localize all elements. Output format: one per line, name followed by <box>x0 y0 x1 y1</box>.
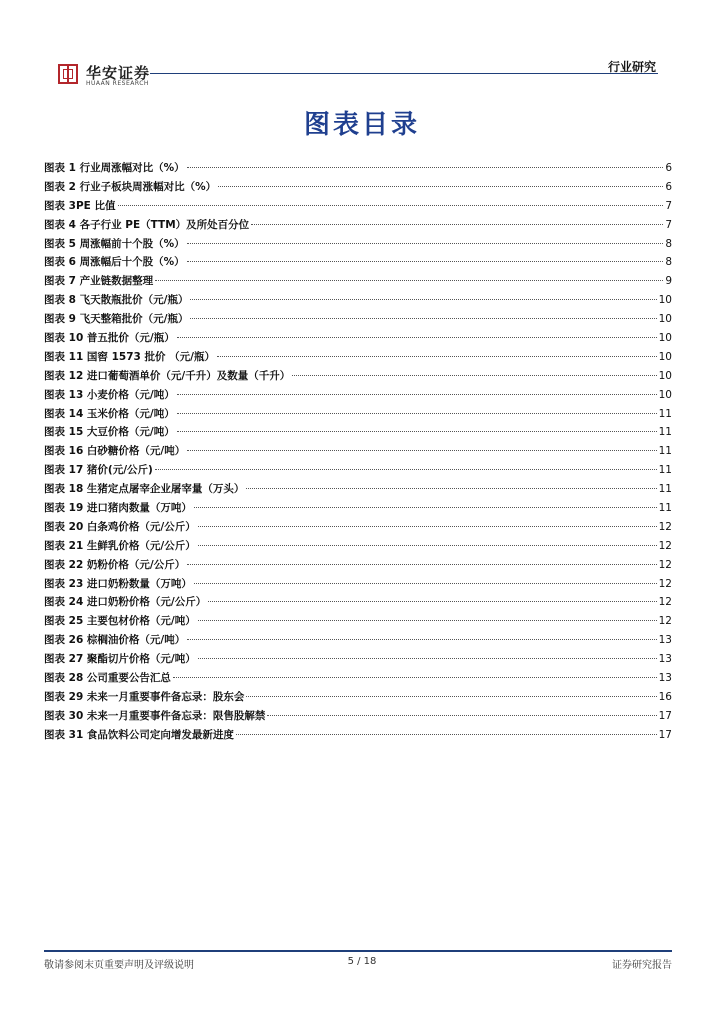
toc-entry-page: 12 <box>658 596 672 609</box>
toc-leader-dots <box>198 620 657 621</box>
toc-entry-page: 12 <box>658 615 672 628</box>
toc-leader-dots <box>118 205 664 206</box>
toc-leader-dots <box>292 375 656 376</box>
toc-entry-label: 图表 2 行业子板块周涨幅对比（%） <box>44 180 217 193</box>
toc-leader-dots <box>198 658 657 659</box>
toc-entry-label: 图表 11 国窖 1573 批价 （元/瓶） <box>44 350 215 363</box>
toc-entry[interactable] <box>44 179 672 198</box>
toc-entry-label: 图表 15 大豆价格（元/吨） <box>44 426 175 439</box>
toc-entry-page: 8 <box>665 237 672 250</box>
toc-entry-page: 12 <box>658 539 672 552</box>
toc-entry[interactable] <box>44 576 672 595</box>
toc-entry-page: 7 <box>665 199 672 212</box>
toc-entry[interactable] <box>44 330 672 349</box>
toc-entry[interactable] <box>44 708 672 727</box>
toc-entry[interactable] <box>44 311 672 330</box>
toc-entry[interactable] <box>44 273 672 292</box>
toc-entry[interactable] <box>44 217 672 236</box>
toc-entry[interactable] <box>44 443 672 462</box>
toc-entry[interactable] <box>44 349 672 368</box>
toc-entry-label: 图表 31 食品饮料公司定向增发最新进度 <box>44 728 234 741</box>
toc-entry-label: 图表 19 进口猪肉数量（万吨） <box>44 502 192 515</box>
toc-entry-label: 图表 14 玉米价格（元/吨） <box>44 407 175 420</box>
toc-entry-page: 10 <box>658 313 672 326</box>
toc-entry-page: 16 <box>658 690 672 703</box>
toc-entry-page: 10 <box>658 294 672 307</box>
toc-entry-label: 图表 25 主要包材价格（元/吨） <box>44 615 196 628</box>
toc-entry-label: 图表 28 公司重要公告汇总 <box>44 672 171 685</box>
toc-leader-dots <box>187 243 664 244</box>
toc-entry[interactable] <box>44 727 672 746</box>
toc-entry[interactable] <box>44 406 672 425</box>
toc-entry-label: 图表 18 生猪定点屠宰企业屠宰量（万头） <box>44 483 245 496</box>
toc-entry[interactable] <box>44 557 672 576</box>
toc-entry-page: 8 <box>665 256 672 269</box>
toc-entry[interactable] <box>44 292 672 311</box>
footer-disclaimer: 敬请参阅末页重要声明及评级说明 <box>44 960 194 971</box>
toc-entry[interactable] <box>44 254 672 273</box>
header-divider <box>150 73 658 74</box>
toc-entry-page: 7 <box>665 218 672 231</box>
toc-entry[interactable] <box>44 462 672 481</box>
toc-entry[interactable] <box>44 689 672 708</box>
toc-entry-page: 9 <box>665 275 672 288</box>
toc-leader-dots <box>187 450 656 451</box>
toc-entry-label: 图表 13 小麦价格（元/吨） <box>44 388 175 401</box>
toc-entry-page: 10 <box>658 350 672 363</box>
toc-leader-dots <box>198 526 657 527</box>
toc-leader-dots <box>177 431 657 432</box>
toc-entry[interactable] <box>44 368 672 387</box>
toc-leader-dots <box>246 696 656 697</box>
toc-entry-page: 12 <box>658 520 672 533</box>
toc-entry-page: 13 <box>658 634 672 647</box>
toc-leader-dots <box>177 394 657 395</box>
toc-leader-dots <box>246 488 656 489</box>
toc-entry-label: 图表 22 奶粉价格（元/公斤） <box>44 558 186 571</box>
toc-entry-label: 图表 17 猪价(元/公斤) <box>44 464 153 477</box>
toc-entry[interactable] <box>44 670 672 689</box>
toc-entry-label: 图表 23 进口奶粉数量（万吨） <box>44 577 192 590</box>
toc-entry-page: 11 <box>658 407 672 420</box>
toc-entry[interactable] <box>44 538 672 557</box>
toc-leader-dots <box>187 639 656 640</box>
toc-leader-dots <box>155 469 657 470</box>
toc-leader-dots <box>173 677 657 678</box>
page-title: 图表目录 <box>303 110 420 140</box>
toc-leader-dots <box>155 280 663 281</box>
toc-entry-label: 图表 16 白砂糖价格（元/吨） <box>44 445 186 458</box>
page-number: 5 / 18 <box>347 956 377 967</box>
toc-entry[interactable] <box>44 481 672 500</box>
toc-entry-page: 6 <box>665 162 672 174</box>
toc-leader-dots <box>194 583 657 584</box>
toc-entry[interactable] <box>44 387 672 406</box>
toc-leader-dots <box>190 318 656 319</box>
table-of-figures <box>44 160 672 746</box>
toc-entry-label: 图表 20 白条鸡价格（元/公斤） <box>44 520 196 533</box>
toc-entry-page: 11 <box>658 445 672 458</box>
toc-entry-page: 11 <box>658 426 672 439</box>
toc-leader-dots <box>251 224 663 225</box>
toc-entry-label: 图表 24 进口奶粉价格（元/公斤） <box>44 596 207 609</box>
toc-entry-label: 图表 27 聚酯切片价格（元/吨） <box>44 653 196 666</box>
toc-leader-dots <box>177 337 657 338</box>
toc-entry[interactable] <box>44 160 672 179</box>
toc-entry-page: 13 <box>658 672 672 685</box>
toc-entry-page: 12 <box>658 558 672 571</box>
toc-entry-page: 10 <box>658 332 672 345</box>
toc-leader-dots <box>194 507 657 508</box>
toc-entry[interactable] <box>44 632 672 651</box>
toc-entry-label: 图表 3PE 比值 <box>44 199 116 212</box>
logo-text: 华安证券 <box>86 64 151 82</box>
toc-entry-page: 17 <box>658 728 672 741</box>
toc-entry-label: 图表 1 行业周涨幅对比（%） <box>44 162 185 174</box>
toc-leader-dots <box>190 299 656 300</box>
toc-entry-label: 图表 7 产业链数据整理 <box>44 275 154 288</box>
footer-divider <box>44 950 672 952</box>
toc-entry-label: 图表 6 周涨幅后十个股（%） <box>44 256 185 269</box>
toc-entry-page: 10 <box>658 388 672 401</box>
toc-entry[interactable] <box>44 500 672 519</box>
toc-entry-label: 图表 12 进口葡萄酒单价（元/千升）及数量（千升） <box>44 369 291 382</box>
toc-entry-label: 图表 4 各子行业 PE（TTM）及所处百分位 <box>44 218 250 231</box>
toc-entry-label: 图表 26 棕榈油价格（元/吨） <box>44 634 186 647</box>
toc-entry[interactable] <box>44 424 672 443</box>
toc-entry-page: 11 <box>658 502 672 515</box>
toc-entry-label: 图表 21 生鲜乳价格（元/公斤） <box>44 539 196 552</box>
toc-entry-label: 图表 10 普五批价（元/瓶） <box>44 332 175 345</box>
toc-entry-label: 图表 5 周涨幅前十个股（%） <box>44 237 185 250</box>
toc-entry-page: 17 <box>658 709 672 722</box>
toc-entry-page: 11 <box>658 483 672 496</box>
toc-leader-dots <box>198 545 657 546</box>
toc-leader-dots <box>177 413 657 414</box>
logo-icon <box>58 64 78 84</box>
toc-entry[interactable] <box>44 594 672 613</box>
toc-leader-dots <box>208 601 656 602</box>
toc-leader-dots <box>236 734 657 735</box>
toc-entry-page: 13 <box>658 653 672 666</box>
toc-entry-label: 图表 29 未来一月重要事件备忘录：股东会 <box>44 690 245 703</box>
toc-entry[interactable] <box>44 613 672 632</box>
toc-leader-dots <box>187 261 664 262</box>
toc-leader-dots <box>217 356 657 357</box>
toc-entry-page: 6 <box>665 180 672 193</box>
toc-entry-page: 11 <box>658 464 672 477</box>
toc-entry-page: 10 <box>658 369 672 382</box>
logo-subtext: HUAAN RESEARCH <box>86 80 149 87</box>
toc-leader-dots <box>218 186 663 187</box>
toc-entry-label: 图表 9 飞天整箱批价（元/瓶） <box>44 313 189 326</box>
toc-entry-page: 12 <box>658 577 672 590</box>
toc-entry[interactable] <box>44 236 672 255</box>
toc-entry[interactable] <box>44 651 672 670</box>
toc-entry[interactable] <box>44 198 672 217</box>
toc-entry-label: 图表 30 未来一月重要事件备忘录：限售股解禁 <box>44 709 266 722</box>
toc-leader-dots <box>187 167 664 168</box>
page-header <box>0 0 724 100</box>
toc-entry[interactable] <box>44 519 672 538</box>
toc-entry-label: 图表 8 飞天散瓶批价（元/瓶） <box>44 294 189 307</box>
footer-report-type: 证券研究报告 <box>612 960 672 971</box>
toc-leader-dots <box>267 715 656 716</box>
header-category: 行业研究 <box>607 60 656 74</box>
toc-leader-dots <box>187 564 656 565</box>
